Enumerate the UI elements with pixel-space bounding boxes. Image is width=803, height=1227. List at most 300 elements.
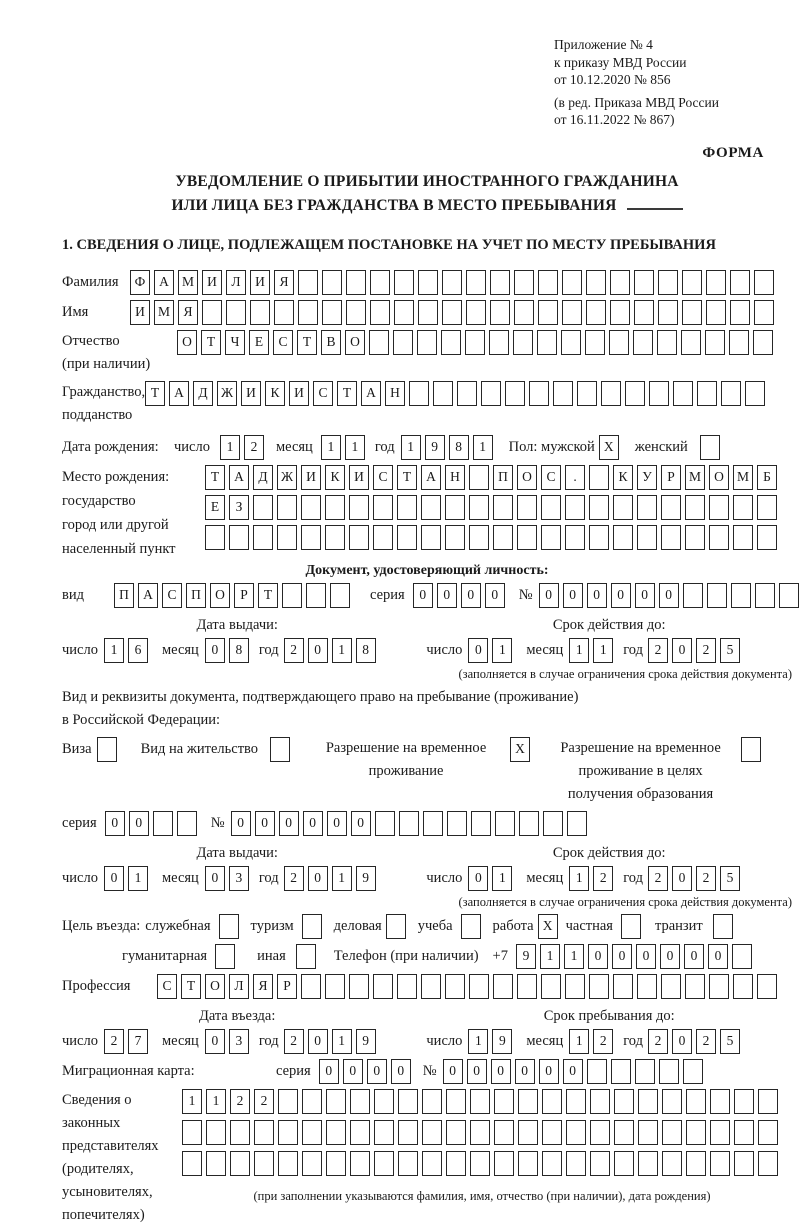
form-cell[interactable] — [758, 1151, 778, 1176]
form-cell[interactable] — [733, 525, 753, 550]
form-cell[interactable] — [374, 1151, 394, 1176]
form-cell[interactable]: 0 — [467, 1059, 487, 1084]
form-cell[interactable]: 1 — [220, 435, 240, 460]
form-cell[interactable] — [537, 330, 557, 355]
form-cell[interactable] — [514, 270, 534, 295]
form-cell[interactable]: Я — [178, 300, 198, 325]
form-cell[interactable]: 0 — [129, 811, 149, 836]
form-cell[interactable] — [754, 300, 774, 325]
form-cell[interactable]: 1 — [182, 1089, 202, 1114]
form-cell[interactable]: 0 — [588, 944, 608, 969]
form-cell[interactable] — [417, 330, 437, 355]
form-cell[interactable] — [614, 1151, 634, 1176]
form-cell[interactable] — [421, 974, 441, 999]
form-cell[interactable] — [445, 974, 465, 999]
form-cell[interactable]: С — [162, 583, 182, 608]
form-cell[interactable]: 1 — [128, 866, 148, 891]
form-cell[interactable] — [634, 270, 654, 295]
form-cell[interactable]: Д — [253, 465, 273, 490]
form-cell[interactable] — [590, 1151, 610, 1176]
form-cell[interactable] — [710, 1151, 730, 1176]
form-cell[interactable]: О — [517, 465, 537, 490]
form-cell[interactable] — [349, 495, 369, 520]
form-cell[interactable] — [466, 270, 486, 295]
form-cell[interactable]: 8 — [229, 638, 249, 663]
form-cell[interactable] — [518, 1120, 538, 1145]
form-cell[interactable]: 0 — [367, 1059, 387, 1084]
form-cell[interactable]: Т — [145, 381, 165, 406]
form-cell[interactable]: X — [599, 435, 619, 460]
form-cell[interactable]: 0 — [351, 811, 371, 836]
form-cell[interactable]: С — [313, 381, 333, 406]
form-cell[interactable] — [513, 330, 533, 355]
form-cell[interactable]: Л — [229, 974, 249, 999]
form-cell[interactable] — [757, 495, 777, 520]
form-cell[interactable] — [757, 525, 777, 550]
form-cell[interactable] — [394, 300, 414, 325]
form-cell[interactable] — [447, 811, 467, 836]
form-cell[interactable] — [745, 381, 765, 406]
form-cell[interactable] — [374, 1120, 394, 1145]
form-cell[interactable] — [301, 974, 321, 999]
form-cell[interactable] — [397, 525, 417, 550]
form-cell[interactable]: 0 — [443, 1059, 463, 1084]
form-cell[interactable] — [325, 495, 345, 520]
form-cell[interactable]: 0 — [303, 811, 323, 836]
form-cell[interactable] — [373, 525, 393, 550]
form-cell[interactable] — [637, 525, 657, 550]
form-cell[interactable] — [441, 330, 461, 355]
form-cell[interactable] — [661, 525, 681, 550]
form-cell[interactable] — [494, 1120, 514, 1145]
form-cell[interactable]: 2 — [696, 638, 716, 663]
form-cell[interactable]: Р — [234, 583, 254, 608]
form-cell[interactable] — [418, 270, 438, 295]
form-cell[interactable] — [567, 811, 587, 836]
form-cell[interactable] — [471, 811, 491, 836]
form-cell[interactable] — [686, 1089, 706, 1114]
form-cell[interactable] — [374, 1089, 394, 1114]
form-cell[interactable]: 0 — [468, 638, 488, 663]
form-cell[interactable] — [658, 270, 678, 295]
form-cell[interactable] — [562, 270, 582, 295]
form-cell[interactable] — [661, 495, 681, 520]
form-cell[interactable]: Ж — [217, 381, 237, 406]
form-cell[interactable] — [661, 974, 681, 999]
form-cell[interactable]: 3 — [229, 866, 249, 891]
form-cell[interactable] — [398, 1089, 418, 1114]
form-cell[interactable]: 2 — [648, 866, 668, 891]
form-cell[interactable] — [253, 495, 273, 520]
form-cell[interactable] — [301, 495, 321, 520]
form-cell[interactable]: Т — [297, 330, 317, 355]
form-cell[interactable] — [538, 270, 558, 295]
form-cell[interactable] — [586, 300, 606, 325]
form-cell[interactable]: П — [186, 583, 206, 608]
form-cell[interactable]: 0 — [515, 1059, 535, 1084]
form-cell[interactable]: 1 — [206, 1089, 226, 1114]
form-cell[interactable] — [662, 1120, 682, 1145]
form-cell[interactable]: И — [130, 300, 150, 325]
form-cell[interactable] — [658, 300, 678, 325]
form-cell[interactable]: 1 — [321, 435, 341, 460]
form-cell[interactable] — [517, 974, 537, 999]
form-cell[interactable]: А — [138, 583, 158, 608]
form-cell[interactable] — [610, 300, 630, 325]
form-cell[interactable]: 2 — [104, 1029, 124, 1054]
form-cell[interactable] — [590, 1089, 610, 1114]
form-cell[interactable]: 2 — [648, 1029, 668, 1054]
form-cell[interactable]: В — [321, 330, 341, 355]
form-cell[interactable] — [685, 525, 705, 550]
form-cell[interactable]: 2 — [284, 866, 304, 891]
form-cell[interactable] — [230, 1151, 250, 1176]
form-cell[interactable] — [589, 465, 609, 490]
form-cell[interactable]: X — [538, 914, 558, 939]
form-cell[interactable]: 0 — [672, 1029, 692, 1054]
form-cell[interactable]: 1 — [332, 1029, 352, 1054]
form-cell[interactable]: 8 — [449, 435, 469, 460]
form-cell[interactable] — [685, 974, 705, 999]
form-cell[interactable] — [601, 381, 621, 406]
form-cell[interactable]: А — [154, 270, 174, 295]
form-cell[interactable]: И — [349, 465, 369, 490]
form-cell[interactable]: И — [241, 381, 261, 406]
form-cell[interactable] — [542, 1151, 562, 1176]
form-cell[interactable]: 5 — [720, 638, 740, 663]
form-cell[interactable] — [470, 1120, 490, 1145]
form-cell[interactable]: Ч — [225, 330, 245, 355]
form-cell[interactable] — [306, 583, 326, 608]
form-cell[interactable] — [254, 1120, 274, 1145]
form-cell[interactable] — [349, 974, 369, 999]
form-cell[interactable]: 0 — [672, 866, 692, 891]
form-cell[interactable] — [325, 974, 345, 999]
form-cell[interactable] — [250, 300, 270, 325]
form-cell[interactable] — [673, 381, 693, 406]
form-cell[interactable] — [733, 974, 753, 999]
form-cell[interactable] — [733, 495, 753, 520]
form-cell[interactable] — [446, 1151, 466, 1176]
form-cell[interactable] — [494, 1151, 514, 1176]
form-cell[interactable]: Ж — [277, 465, 297, 490]
form-cell[interactable] — [638, 1120, 658, 1145]
form-cell[interactable] — [457, 381, 477, 406]
form-cell[interactable] — [566, 1151, 586, 1176]
form-cell[interactable] — [493, 525, 513, 550]
form-cell[interactable] — [730, 270, 750, 295]
form-cell[interactable]: 0 — [343, 1059, 363, 1084]
form-cell[interactable] — [421, 495, 441, 520]
form-cell[interactable]: И — [202, 270, 222, 295]
form-cell[interactable] — [373, 974, 393, 999]
form-cell[interactable] — [350, 1089, 370, 1114]
form-cell[interactable] — [322, 300, 342, 325]
form-cell[interactable] — [399, 811, 419, 836]
form-cell[interactable]: Т — [397, 465, 417, 490]
form-cell[interactable]: Т — [181, 974, 201, 999]
form-cell[interactable] — [613, 974, 633, 999]
form-cell[interactable] — [517, 525, 537, 550]
form-cell[interactable] — [682, 300, 702, 325]
form-cell[interactable] — [398, 1151, 418, 1176]
form-cell[interactable]: 1 — [569, 866, 589, 891]
form-cell[interactable]: 0 — [563, 1059, 583, 1084]
form-cell[interactable] — [446, 1120, 466, 1145]
form-cell[interactable]: И — [289, 381, 309, 406]
form-cell[interactable] — [302, 1120, 322, 1145]
form-cell[interactable] — [519, 811, 539, 836]
form-cell[interactable] — [734, 1151, 754, 1176]
form-cell[interactable]: С — [541, 465, 561, 490]
form-cell[interactable] — [705, 330, 725, 355]
form-cell[interactable] — [566, 1089, 586, 1114]
form-cell[interactable]: . — [565, 465, 585, 490]
form-cell[interactable] — [153, 811, 173, 836]
form-cell[interactable] — [561, 330, 581, 355]
form-cell[interactable] — [754, 270, 774, 295]
form-cell[interactable] — [700, 435, 720, 460]
form-cell[interactable]: П — [493, 465, 513, 490]
form-cell[interactable] — [732, 944, 752, 969]
form-cell[interactable] — [373, 495, 393, 520]
form-cell[interactable] — [707, 583, 727, 608]
form-cell[interactable] — [442, 300, 462, 325]
form-cell[interactable]: 0 — [611, 583, 631, 608]
form-cell[interactable]: 0 — [468, 866, 488, 891]
form-cell[interactable]: 0 — [231, 811, 251, 836]
form-cell[interactable] — [709, 525, 729, 550]
form-cell[interactable] — [587, 1059, 607, 1084]
form-cell[interactable] — [461, 914, 481, 939]
form-cell[interactable] — [542, 1120, 562, 1145]
form-cell[interactable] — [713, 914, 733, 939]
form-cell[interactable] — [442, 270, 462, 295]
form-cell[interactable]: 0 — [319, 1059, 339, 1084]
form-cell[interactable] — [710, 1120, 730, 1145]
form-cell[interactable]: 1 — [401, 435, 421, 460]
form-cell[interactable] — [542, 1089, 562, 1114]
form-cell[interactable]: О — [205, 974, 225, 999]
form-cell[interactable] — [469, 495, 489, 520]
form-cell[interactable] — [470, 1151, 490, 1176]
form-cell[interactable]: 5 — [720, 866, 740, 891]
form-cell[interactable]: О — [345, 330, 365, 355]
form-cell[interactable]: Р — [277, 974, 297, 999]
form-cell[interactable]: Я — [253, 974, 273, 999]
form-cell[interactable] — [302, 1151, 322, 1176]
form-cell[interactable] — [445, 495, 465, 520]
form-cell[interactable] — [397, 495, 417, 520]
form-cell[interactable] — [779, 583, 799, 608]
form-cell[interactable]: 1 — [332, 866, 352, 891]
form-cell[interactable] — [182, 1120, 202, 1145]
form-cell[interactable]: У — [637, 465, 657, 490]
form-cell[interactable] — [375, 811, 395, 836]
form-cell[interactable] — [177, 811, 197, 836]
form-cell[interactable] — [565, 974, 585, 999]
form-cell[interactable]: О — [709, 465, 729, 490]
form-cell[interactable]: О — [177, 330, 197, 355]
form-cell[interactable]: 0 — [636, 944, 656, 969]
form-cell[interactable] — [659, 1059, 679, 1084]
form-cell[interactable] — [398, 1120, 418, 1145]
form-cell[interactable]: С — [273, 330, 293, 355]
form-cell[interactable] — [445, 525, 465, 550]
form-cell[interactable] — [625, 381, 645, 406]
form-cell[interactable] — [325, 525, 345, 550]
form-cell[interactable] — [386, 914, 406, 939]
form-cell[interactable]: 9 — [356, 1029, 376, 1054]
form-cell[interactable] — [514, 300, 534, 325]
form-cell[interactable] — [469, 525, 489, 550]
form-cell[interactable] — [469, 974, 489, 999]
form-cell[interactable] — [758, 1089, 778, 1114]
form-cell[interactable]: 2 — [284, 638, 304, 663]
form-cell[interactable] — [302, 1089, 322, 1114]
form-cell[interactable] — [298, 270, 318, 295]
form-cell[interactable]: 0 — [485, 583, 505, 608]
form-cell[interactable] — [710, 1089, 730, 1114]
form-cell[interactable] — [230, 1120, 250, 1145]
form-cell[interactable] — [423, 811, 443, 836]
form-cell[interactable]: Т — [205, 465, 225, 490]
form-cell[interactable]: 1 — [104, 638, 124, 663]
form-cell[interactable] — [541, 974, 561, 999]
form-cell[interactable]: Б — [757, 465, 777, 490]
form-cell[interactable]: 0 — [563, 583, 583, 608]
form-cell[interactable] — [729, 330, 749, 355]
form-cell[interactable] — [493, 974, 513, 999]
form-cell[interactable] — [610, 270, 630, 295]
form-cell[interactable]: 2 — [230, 1089, 250, 1114]
form-cell[interactable] — [370, 270, 390, 295]
form-cell[interactable] — [481, 381, 501, 406]
form-cell[interactable]: 2 — [284, 1029, 304, 1054]
form-cell[interactable] — [589, 495, 609, 520]
form-cell[interactable] — [633, 330, 653, 355]
form-cell[interactable]: 0 — [684, 944, 704, 969]
form-cell[interactable]: Р — [661, 465, 681, 490]
form-cell[interactable] — [529, 381, 549, 406]
form-cell[interactable]: 0 — [659, 583, 679, 608]
form-cell[interactable] — [418, 300, 438, 325]
form-cell[interactable]: 2 — [593, 1029, 613, 1054]
form-cell[interactable] — [517, 495, 537, 520]
form-cell[interactable] — [446, 1089, 466, 1114]
form-cell[interactable] — [541, 495, 561, 520]
form-cell[interactable] — [393, 330, 413, 355]
form-cell[interactable] — [706, 300, 726, 325]
form-cell[interactable] — [206, 1120, 226, 1145]
form-cell[interactable] — [274, 300, 294, 325]
form-cell[interactable] — [731, 583, 751, 608]
form-cell[interactable]: 9 — [516, 944, 536, 969]
form-cell[interactable]: 0 — [205, 638, 225, 663]
form-cell[interactable]: 7 — [128, 1029, 148, 1054]
form-cell[interactable]: Е — [205, 495, 225, 520]
form-cell[interactable]: 0 — [308, 638, 328, 663]
form-cell[interactable]: 1 — [593, 638, 613, 663]
form-cell[interactable] — [469, 465, 489, 490]
form-cell[interactable]: Н — [385, 381, 405, 406]
form-cell[interactable] — [585, 330, 605, 355]
form-cell[interactable]: З — [229, 495, 249, 520]
form-cell[interactable]: С — [373, 465, 393, 490]
form-cell[interactable] — [589, 974, 609, 999]
form-cell[interactable] — [730, 300, 750, 325]
form-cell[interactable] — [494, 1089, 514, 1114]
form-cell[interactable]: 0 — [308, 866, 328, 891]
form-cell[interactable]: Н — [445, 465, 465, 490]
form-cell[interactable] — [734, 1089, 754, 1114]
form-cell[interactable] — [538, 300, 558, 325]
form-cell[interactable] — [278, 1120, 298, 1145]
form-cell[interactable] — [635, 1059, 655, 1084]
form-cell[interactable]: 1 — [473, 435, 493, 460]
form-cell[interactable]: А — [421, 465, 441, 490]
form-cell[interactable]: 1 — [332, 638, 352, 663]
form-cell[interactable] — [637, 495, 657, 520]
form-cell[interactable]: Ф — [130, 270, 150, 295]
form-cell[interactable] — [277, 525, 297, 550]
form-cell[interactable]: 0 — [104, 866, 124, 891]
form-cell[interactable] — [277, 495, 297, 520]
form-cell[interactable] — [755, 583, 775, 608]
form-cell[interactable] — [611, 1059, 631, 1084]
form-cell[interactable] — [541, 525, 561, 550]
form-cell[interactable] — [282, 583, 302, 608]
form-cell[interactable]: 0 — [279, 811, 299, 836]
form-cell[interactable]: Я — [274, 270, 294, 295]
form-cell[interactable]: 0 — [635, 583, 655, 608]
form-cell[interactable] — [686, 1151, 706, 1176]
form-cell[interactable]: 1 — [492, 866, 512, 891]
form-cell[interactable] — [586, 270, 606, 295]
form-cell[interactable]: И — [301, 465, 321, 490]
form-cell[interactable] — [326, 1089, 346, 1114]
form-cell[interactable] — [421, 525, 441, 550]
form-cell[interactable] — [657, 330, 677, 355]
form-cell[interactable]: 0 — [587, 583, 607, 608]
form-cell[interactable] — [322, 270, 342, 295]
form-cell[interactable] — [206, 1151, 226, 1176]
form-cell[interactable]: X — [510, 737, 530, 762]
form-cell[interactable] — [330, 583, 350, 608]
form-cell[interactable]: Е — [249, 330, 269, 355]
form-cell[interactable]: Т — [337, 381, 357, 406]
form-cell[interactable] — [637, 974, 657, 999]
form-cell[interactable]: 0 — [461, 583, 481, 608]
form-cell[interactable] — [721, 381, 741, 406]
form-cell[interactable]: 0 — [539, 1059, 559, 1084]
form-cell[interactable]: 2 — [648, 638, 668, 663]
form-cell[interactable] — [489, 330, 509, 355]
form-cell[interactable] — [202, 300, 222, 325]
form-cell[interactable] — [589, 525, 609, 550]
form-cell[interactable]: А — [361, 381, 381, 406]
form-cell[interactable] — [205, 525, 225, 550]
form-cell[interactable] — [681, 330, 701, 355]
form-cell[interactable] — [278, 1089, 298, 1114]
form-cell[interactable]: О — [210, 583, 230, 608]
form-cell[interactable] — [226, 300, 246, 325]
form-cell[interactable]: 0 — [672, 638, 692, 663]
form-cell[interactable]: К — [265, 381, 285, 406]
form-cell[interactable]: А — [229, 465, 249, 490]
form-cell[interactable] — [734, 1120, 754, 1145]
form-cell[interactable] — [682, 270, 702, 295]
